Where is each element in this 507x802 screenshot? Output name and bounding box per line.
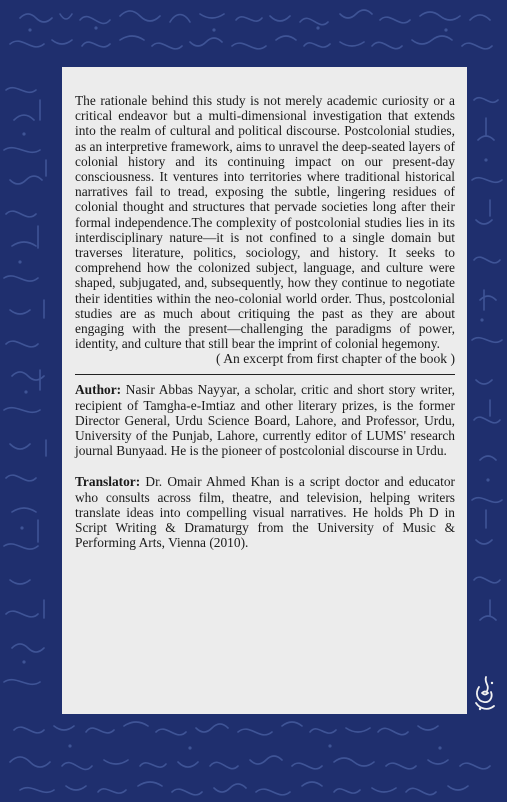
author-label: Author: — [75, 382, 122, 398]
section-divider — [75, 374, 455, 375]
translator-label: Translator: — [75, 474, 141, 490]
author-bio-text: Nasir Abbas Nayyar, a scholar, critic and short story writer, recipient of Tamgha-e-Imtiaz and other literary prizes, is the former Director General, Urdu Science Board, Lahore, and Professor, Urdu, University of the Punjab, Lahore, currently editor of LUMS' research journal Bunyaad. He is the pioneer of postcolonial discourse in Urdu. — [75, 382, 455, 459]
author-bio — [75, 382, 455, 458]
book-excerpt: The rationale behind this study is not merely academic curiosity or a critical endeavor but a multi-dimensional investigation that extends into the realm of cultural and political discourse. Postcolonial studies, as an interpretive framework, aims to unravel the deep-seated layers of colonial history and its continuing impact on our present-day consciousness. It ventures into territories where traditional historical narratives fail to tread, exposing the subtle, lingering residues of colonial thought and structures that pervade societies long after their formal independence.The complexity of postcolonial studies lies in its interdisciplinary nature—it is not confined to a single domain but traverses literature, politics, sociology, and history. It seeks to comprehend how the colonized subject, language, and culture were shaped, subjugated, and, subsequently, how they continue to negotiate their identities within the neo-colonial world order. Thus, postcolonial studies are as much about critiquing the past as they are about engaging with the present—challenging the paradigms of power, identity, and culture that still bear the imprint of colonial hegemony. — [75, 93, 455, 352]
publisher-logo-icon — [472, 675, 498, 713]
translator-bio-text: Dr. Omair Ahmed Khan is a script doctor and educator who consults across film, theatre, and television, helping writers translate ideas into compelling visual narratives. He holds Ph D in Script Writing & Dramaturgy from the University of Music & Performing Arts, Vienna (2010). — [75, 474, 455, 551]
excerpt-source-note: ( An excerpt from first chapter of the book ) — [216, 351, 455, 367]
translator-bio — [75, 474, 455, 550]
text-panel — [62, 67, 467, 714]
